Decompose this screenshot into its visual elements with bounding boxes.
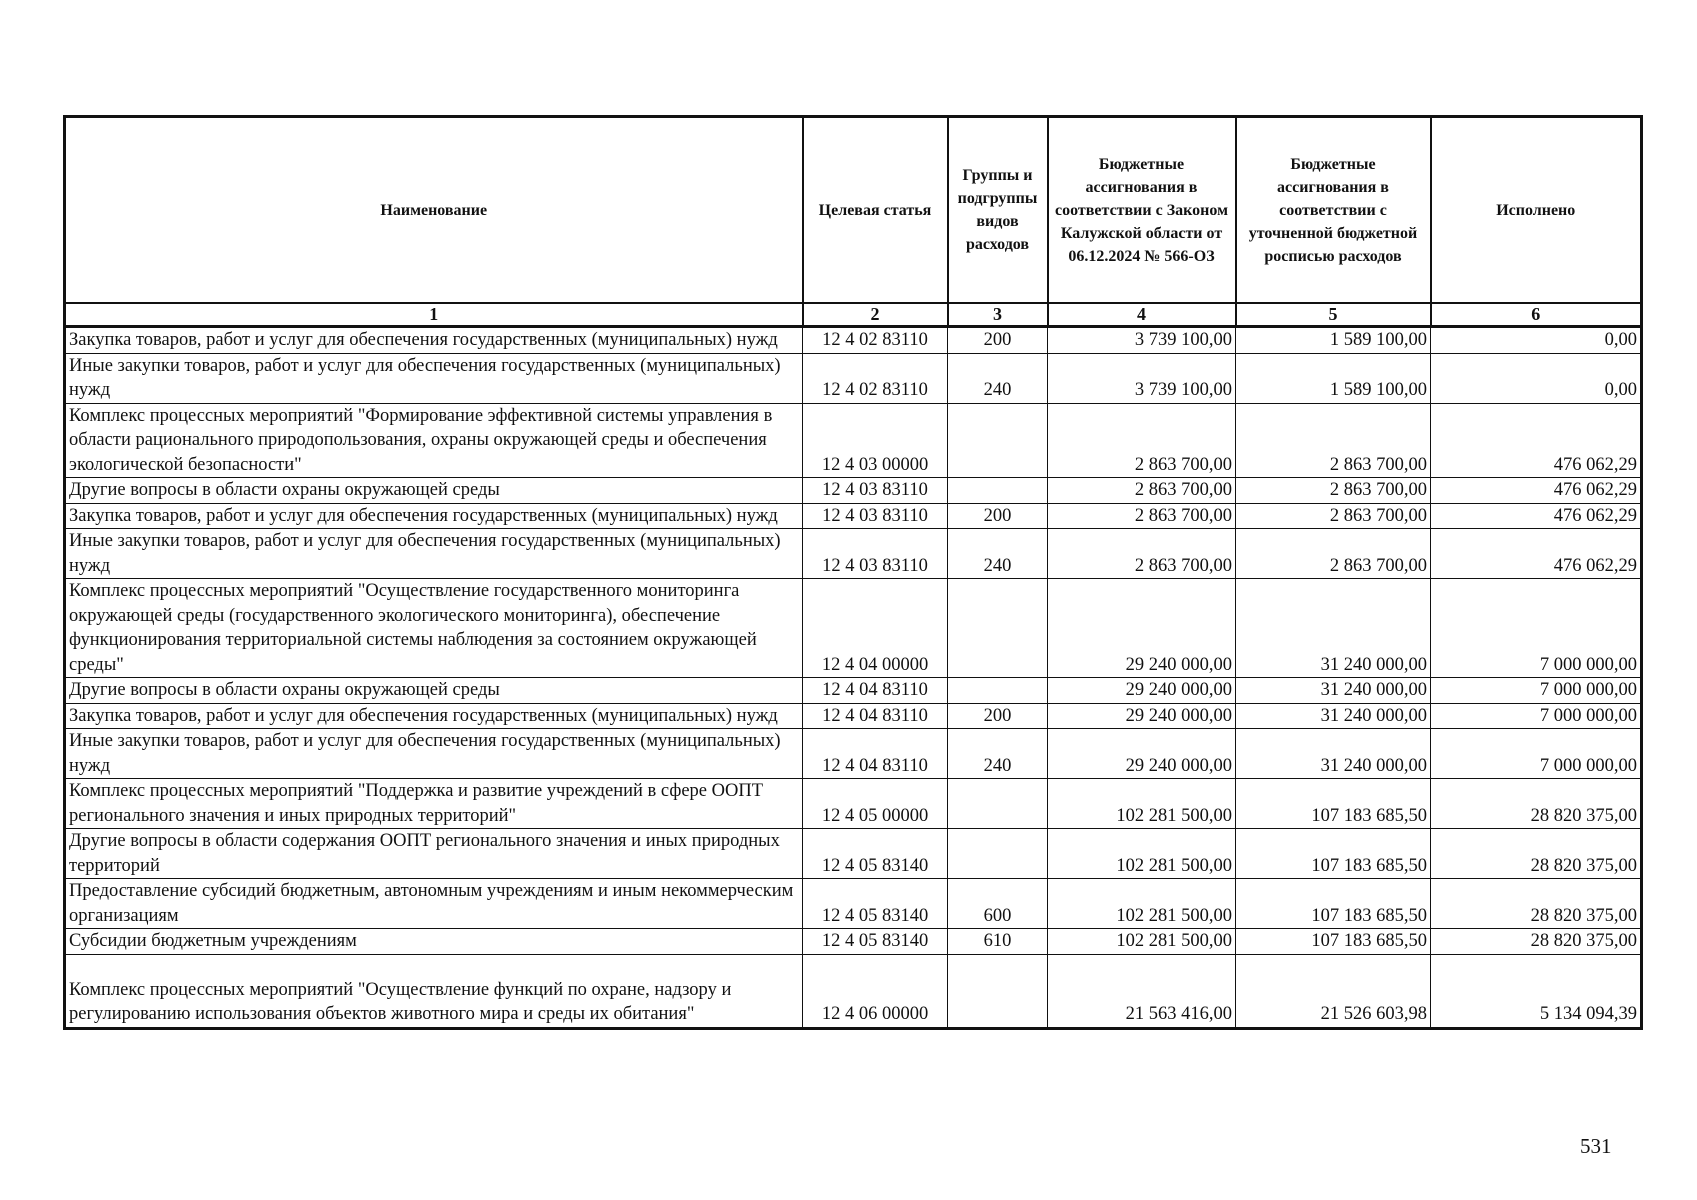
row-refined-amount-cell: 2 863 700,00: [1236, 529, 1431, 579]
row-group-cell: [948, 954, 1048, 1028]
row-article-cell: 12 4 06 00000: [803, 954, 948, 1028]
column-header-group: Группы и подгруппы видов расходов: [948, 117, 1048, 304]
table-row: [65, 678, 1642, 704]
row-executed-amount-cell: 476 062,29: [1431, 478, 1642, 504]
table-header-row: [65, 117, 1642, 304]
row-name-cell: Комплекс процессных мероприятий "Формирование эффективной системы управления в области рационального природопользования, охраны окружающей среды и обеспечения экологической безопасности": [65, 403, 803, 478]
row-article-cell: 12 4 05 83140: [803, 879, 948, 929]
row-refined-amount-cell: 2 863 700,00: [1236, 403, 1431, 478]
row-name-cell: Иные закупки товаров, работ и услуг для обеспечения государственных (муниципальных) нужд: [65, 353, 803, 403]
table-row: [65, 779, 1642, 829]
row-refined-amount-cell: 31 240 000,00: [1236, 579, 1431, 678]
table-row: [65, 879, 1642, 929]
row-law-amount-cell: 3 739 100,00: [1048, 327, 1236, 354]
row-name-cell: Комплекс процессных мероприятий "Осуществление функций по охране, надзору и регулированию использования объектов животного мира и среды их обитания": [65, 954, 803, 1028]
row-group-cell: [948, 779, 1048, 829]
row-article-cell: 12 4 03 83110: [803, 503, 948, 529]
row-name-cell: Закупка товаров, работ и услуг для обеспечения государственных (муниципальных) нужд: [65, 503, 803, 529]
table-row: [65, 353, 1642, 403]
row-name-cell: Другие вопросы в области охраны окружающей среды: [65, 678, 803, 704]
row-executed-amount-cell: 28 820 375,00: [1431, 879, 1642, 929]
column-number: 4: [1048, 303, 1236, 327]
row-refined-amount-cell: 21 526 603,98: [1236, 954, 1431, 1028]
table-row: [65, 579, 1642, 678]
row-refined-amount-cell: 107 183 685,50: [1236, 829, 1431, 879]
row-refined-amount-cell: 107 183 685,50: [1236, 929, 1431, 955]
column-header-name: Наименование: [65, 117, 803, 304]
row-name-cell: Другие вопросы в области охраны окружающей среды: [65, 478, 803, 504]
row-group-cell: 240: [948, 529, 1048, 579]
row-executed-amount-cell: 7 000 000,00: [1431, 703, 1642, 729]
row-article-cell: 12 4 02 83110: [803, 327, 948, 354]
row-law-amount-cell: 29 240 000,00: [1048, 678, 1236, 704]
table-row: [65, 929, 1642, 955]
row-law-amount-cell: 2 863 700,00: [1048, 403, 1236, 478]
row-group-cell: [948, 829, 1048, 879]
row-executed-amount-cell: 28 820 375,00: [1431, 929, 1642, 955]
row-group-cell: 600: [948, 879, 1048, 929]
row-name-cell: Иные закупки товаров, работ и услуг для обеспечения государственных (муниципальных) нужд: [65, 529, 803, 579]
row-law-amount-cell: 2 863 700,00: [1048, 503, 1236, 529]
table-row: [65, 503, 1642, 529]
column-number: 6: [1431, 303, 1642, 327]
row-name-cell: Комплекс процессных мероприятий "Поддержка и развитие учреждений в сфере ООПТ регионального значения и иных природных территорий": [65, 779, 803, 829]
row-executed-amount-cell: 5 134 094,39: [1431, 954, 1642, 1028]
row-group-cell: 240: [948, 353, 1048, 403]
row-refined-amount-cell: 2 863 700,00: [1236, 478, 1431, 504]
column-number: 1: [65, 303, 803, 327]
row-group-cell: 200: [948, 503, 1048, 529]
row-executed-amount-cell: 0,00: [1431, 353, 1642, 403]
row-executed-amount-cell: 28 820 375,00: [1431, 829, 1642, 879]
row-name-cell: Субсидии бюджетным учреждениям: [65, 929, 803, 955]
table-row: [65, 829, 1642, 879]
row-group-cell: [948, 403, 1048, 478]
row-law-amount-cell: 29 240 000,00: [1048, 579, 1236, 678]
row-executed-amount-cell: 28 820 375,00: [1431, 779, 1642, 829]
table-row: [65, 529, 1642, 579]
row-law-amount-cell: 21 563 416,00: [1048, 954, 1236, 1028]
row-law-amount-cell: 102 281 500,00: [1048, 879, 1236, 929]
row-refined-amount-cell: 2 863 700,00: [1236, 503, 1431, 529]
row-executed-amount-cell: 7 000 000,00: [1431, 729, 1642, 779]
column-header-law-allocation: Бюджетные ассигнования в соответствии с Законом Калужской области от 06.12.2024 № 566-ОЗ: [1048, 117, 1236, 304]
table-row: [65, 729, 1642, 779]
row-refined-amount-cell: 107 183 685,50: [1236, 779, 1431, 829]
row-group-cell: 610: [948, 929, 1048, 955]
row-group-cell: [948, 579, 1048, 678]
table-row: [65, 327, 1642, 354]
row-name-cell: Комплекс процессных мероприятий "Осуществление государственного мониторинга окружающей среды (государственного экологического мониторинга), обеспечение функционирования территориальной системы наблюдения за состоянием окружающей среды": [65, 579, 803, 678]
row-group-cell: 200: [948, 703, 1048, 729]
column-number: 2: [803, 303, 948, 327]
row-refined-amount-cell: 107 183 685,50: [1236, 879, 1431, 929]
row-law-amount-cell: 102 281 500,00: [1048, 779, 1236, 829]
row-executed-amount-cell: 7 000 000,00: [1431, 579, 1642, 678]
row-executed-amount-cell: 476 062,29: [1431, 503, 1642, 529]
row-name-cell: Предоставление субсидий бюджетным, автономным учреждениям и иным некоммерческим организациям: [65, 879, 803, 929]
column-number: 3: [948, 303, 1048, 327]
row-article-cell: 12 4 05 00000: [803, 779, 948, 829]
column-number: 5: [1236, 303, 1431, 327]
row-name-cell: Другие вопросы в области содержания ООПТ регионального значения и иных природных территорий: [65, 829, 803, 879]
row-article-cell: 12 4 04 00000: [803, 579, 948, 678]
row-article-cell: 12 4 04 83110: [803, 678, 948, 704]
row-executed-amount-cell: 0,00: [1431, 327, 1642, 354]
row-name-cell: Иные закупки товаров, работ и услуг для обеспечения государственных (муниципальных) нужд: [65, 729, 803, 779]
row-article-cell: 12 4 04 83110: [803, 703, 948, 729]
row-executed-amount-cell: 476 062,29: [1431, 403, 1642, 478]
row-article-cell: 12 4 05 83140: [803, 829, 948, 879]
row-law-amount-cell: 102 281 500,00: [1048, 929, 1236, 955]
row-article-cell: 12 4 03 00000: [803, 403, 948, 478]
table-row: [65, 954, 1642, 1028]
page-number: 531: [1580, 1134, 1612, 1158]
row-executed-amount-cell: 476 062,29: [1431, 529, 1642, 579]
row-law-amount-cell: 29 240 000,00: [1048, 703, 1236, 729]
column-header-article: Целевая статья: [803, 117, 948, 304]
row-law-amount-cell: 3 739 100,00: [1048, 353, 1236, 403]
row-group-cell: [948, 478, 1048, 504]
row-law-amount-cell: 29 240 000,00: [1048, 729, 1236, 779]
row-group-cell: 240: [948, 729, 1048, 779]
row-name-cell: Закупка товаров, работ и услуг для обеспечения государственных (муниципальных) нужд: [65, 703, 803, 729]
row-article-cell: 12 4 02 83110: [803, 353, 948, 403]
table-row: [65, 478, 1642, 504]
column-number-row: [65, 303, 1642, 327]
row-law-amount-cell: 102 281 500,00: [1048, 829, 1236, 879]
row-refined-amount-cell: 31 240 000,00: [1236, 729, 1431, 779]
row-refined-amount-cell: 31 240 000,00: [1236, 678, 1431, 704]
table-row: [65, 403, 1642, 478]
row-law-amount-cell: 2 863 700,00: [1048, 478, 1236, 504]
row-article-cell: 12 4 04 83110: [803, 729, 948, 779]
row-article-cell: 12 4 05 83140: [803, 929, 948, 955]
budget-table: [63, 115, 1643, 1030]
column-header-refined-allocation: Бюджетные ассигнования в соответствии с уточненной бюджетной росписью расходов: [1236, 117, 1431, 304]
row-executed-amount-cell: 7 000 000,00: [1431, 678, 1642, 704]
row-article-cell: 12 4 03 83110: [803, 529, 948, 579]
row-refined-amount-cell: 1 589 100,00: [1236, 327, 1431, 354]
row-refined-amount-cell: 31 240 000,00: [1236, 703, 1431, 729]
row-refined-amount-cell: 1 589 100,00: [1236, 353, 1431, 403]
row-article-cell: 12 4 03 83110: [803, 478, 948, 504]
table-row: [65, 703, 1642, 729]
row-group-cell: [948, 678, 1048, 704]
row-group-cell: 200: [948, 327, 1048, 354]
row-law-amount-cell: 2 863 700,00: [1048, 529, 1236, 579]
row-name-cell: Закупка товаров, работ и услуг для обеспечения государственных (муниципальных) нужд: [65, 327, 803, 354]
column-header-executed: Исполнено: [1431, 117, 1642, 304]
table-body: [65, 327, 1642, 1029]
